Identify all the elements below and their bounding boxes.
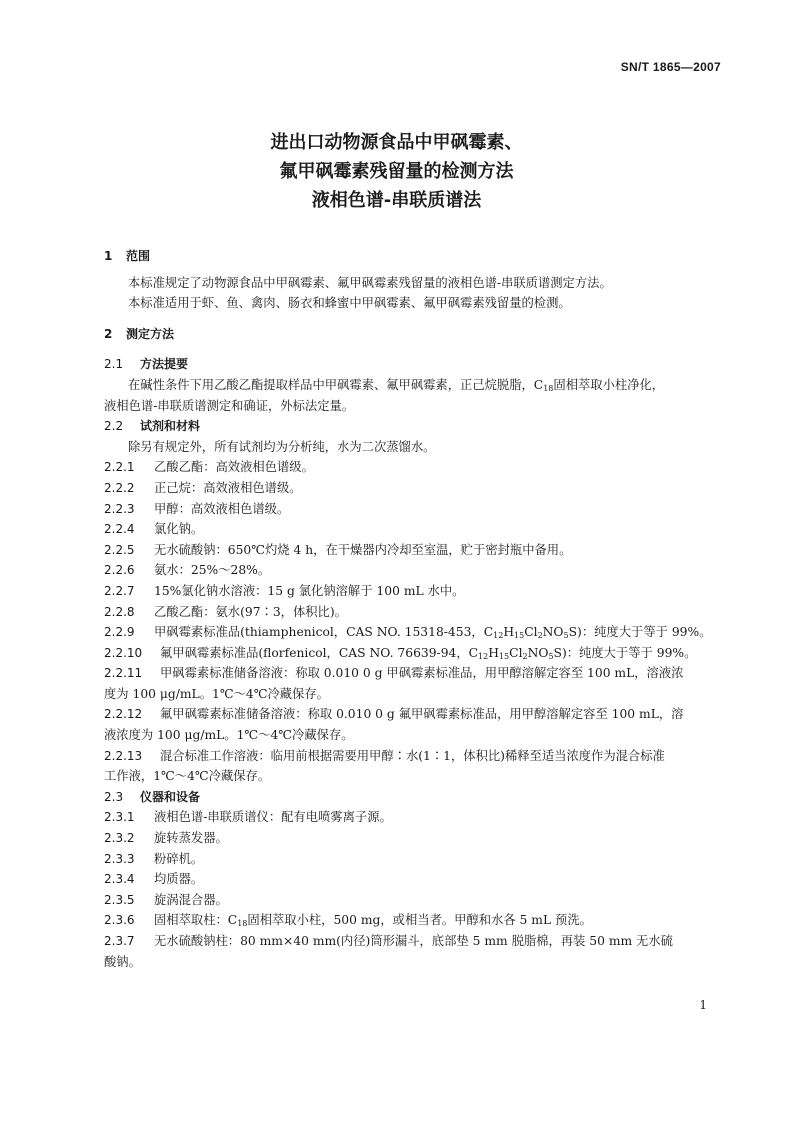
title-line-3: 液相色谱-串联质谱法 [311,190,482,211]
reagent-item: 2.2.7 15%氯化钠水溶液：15 g 氯化钠溶解于 100 mL 水中。 [104,583,465,598]
reagent-item: 2.2.3 甲醇：高效液相色谱级。 [104,501,290,516]
subsection-2-2-heading [104,416,720,437]
subsection-2-2-title: 试剂和材料 [140,419,201,434]
standard-number: SN/T 1865—2007 [620,60,721,74]
section-1-heading [104,246,720,267]
subsection-2-3-title: 仪器和设备 [140,789,201,804]
equipment-item: 2.3.6 固相萃取柱：$C_{18}$固相萃取小柱，500 mg，或相当者。甲醇和水各 5 mL 预洗。 [104,913,592,929]
document-body [104,246,720,972]
equipment-item: 2.3.1 液相色谱-串联质谱仪：配有电喷雾离子源。 [104,810,392,825]
method-summary-line-2: 液相色谱-串联质谱测定和确证，外标法定量。 [104,398,355,413]
reagent-item-thiamphenicol: 2.2.9 甲砜霉素标准品(thiamphenicol，CAS NO. 15318-453，$C_{12}H_{15}Cl_2NO_5S$)：纯度大于等于 99%。 [104,625,712,641]
document-title [0,128,793,215]
section-2-title: 测定方法 [126,326,175,341]
reagent-item-continuation: 液浓度为 100 μg/mL。1℃～4℃冷藏保存。 [104,728,354,743]
equipment-item: 2.3.3 粉碎机。 [104,851,204,866]
reagents-intro: 除另有规定外，所有试剂均为分析纯，水为二次蒸馏水。 [128,439,436,454]
reagent-item: 2.2.1 乙酸乙酯：高效液相色谱级。 [104,460,314,475]
section-2-heading [104,324,720,345]
section-2-number: 2 [104,326,113,341]
title-line-2: 氟甲砜霉素残留量的检测方法 [279,161,514,182]
reagent-item: 2.2.2 正己烷：高效液相色谱级。 [104,480,302,495]
subsection-2-3-heading [104,787,720,808]
reagent-item-florfenicol: 2.2.10 氟甲砜霉素标准品(florfenicol，CAS NO. 76639-94，$C_{12}H_{15}Cl_2NO_5S$)：纯度大于等于 99%。 [104,645,697,661]
reagent-item: 2.2.13 混合标准工作溶液：临用前根据需要用甲醇∶水(1∶1，体积比)稀释至适当浓度作为混合标准 [104,748,665,763]
subsection-2-1-heading [104,354,720,375]
equipment-item: 2.3.2 旋转蒸发器。 [104,831,228,846]
subsection-2-1-title: 方法提要 [140,357,189,372]
equipment-item: 2.3.4 均质器。 [104,872,204,887]
section-1-number: 1 [104,249,113,263]
reagent-item: 2.2.6 氨水：25%～28%。 [104,563,271,578]
section-1-title: 范围 [126,249,151,263]
reagent-item: 2.2.8 乙酸乙酯：氨水(97∶3，体积比)。 [104,604,347,619]
reagent-item: 2.2.4 氯化钠。 [104,522,204,537]
page-number: 1 [699,998,707,1012]
reagent-item-continuation: 工作液，1℃～4℃冷藏保存。 [104,769,271,784]
method-summary-line-1: 在碱性条件下用乙酸乙酯提取样品中甲砜霉素、氟甲砜霉素，正己烷脱脂，$C_{18}$固相萃取小柱净化， [128,377,665,393]
reagent-item: 2.2.12 氟甲砜霉素标准储备溶液：称取 0.010 0 g 氟甲砜霉素标准品，用甲醇溶解定容至 100 mL，溶 [104,707,684,722]
equipment-item: 2.3.7 无水硫酸钠柱：80 mm×40 mm(内径)筒形漏斗，底部垫 5 mm 脱脂棉，再装 50 mm 无水硫 [104,934,673,948]
equipment-item-continuation: 酸钠。 [104,954,141,969]
subsection-2-2-number: 2.2 [104,419,124,434]
section-1-paragraph-2: 本标准适用于虾、鱼、禽肉、肠衣和蜂蜜中甲砜霉素、氟甲砜霉素残留量的检测。 [128,296,571,311]
reagent-item: 2.2.5 无水硫酸钠：650℃灼烧 4 h，在干燥器内冷却至室温，贮于密封瓶中备用。 [104,542,572,557]
section-1-paragraph-1: 本标准规定了动物源食品中甲砜霉素、氟甲砜霉素残留量的液相色谱-串联质谱测定方法。 [128,275,612,290]
reagent-item-continuation: 度为 100 μg/mL。1℃～4℃冷藏保存。 [104,686,329,701]
subsection-2-1-number: 2.1 [104,357,124,372]
reagent-item: 2.2.11 甲砜霉素标准储备溶液：称取 0.010 0 g 甲砜霉素标准品，用甲醇溶解定容至 100 mL，溶液浓 [104,666,684,681]
subsection-2-3-number: 2.3 [104,789,124,804]
equipment-item: 2.3.5 旋涡混合器。 [104,892,228,907]
title-line-1: 进出口动物源食品中甲砜霉素、 [270,132,523,153]
